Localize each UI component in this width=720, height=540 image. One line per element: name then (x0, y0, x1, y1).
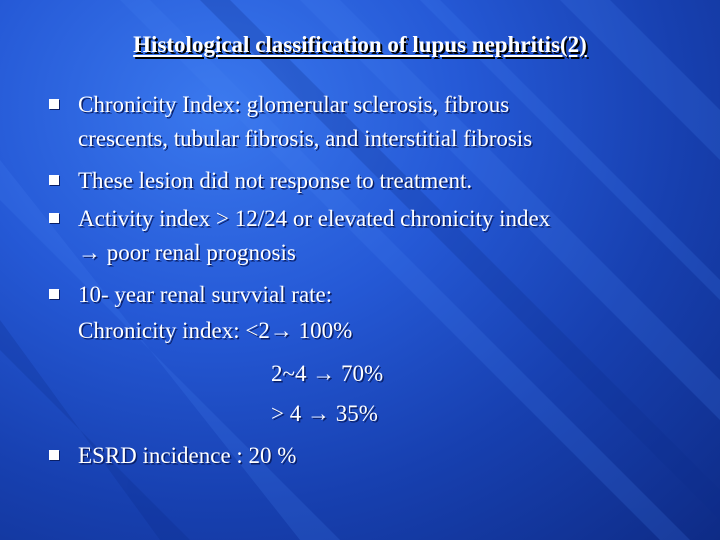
square-bullet-icon (49, 450, 59, 460)
bullet-4-line-4: > 4 → 35% (271, 401, 378, 426)
bullet-5-line-1: ESRD incidence : 20 % (78, 443, 297, 468)
bullet-1-line-2: crescents, tubular fibrosis, and interstitial fibrosis (78, 126, 533, 151)
bullet-1-line-1: Chronicity Index: glomerular sclerosis, fibrous (78, 92, 510, 117)
bullet-4-line-2: Chronicity index: <2→ 100% (78, 318, 353, 343)
slide-title: Histological classification of lupus nephritis(2) (133, 32, 587, 57)
square-bullet-icon (49, 175, 59, 185)
bullet-2-line-1: These lesion did not response to treatment. (78, 168, 473, 193)
bullet-4-line-3: 2~4 → 70% (271, 361, 384, 386)
bullet-3-line-1: Activity index > 12/24 or elevated chronicity index (78, 206, 551, 231)
square-bullet-icon (49, 289, 59, 299)
square-bullet-icon (49, 99, 59, 109)
bullet-4-line-1: 10- year renal survvial rate: (78, 282, 333, 307)
square-bullet-icon (49, 213, 59, 223)
bullet-3-line-2: → poor renal prognosis (78, 240, 296, 265)
